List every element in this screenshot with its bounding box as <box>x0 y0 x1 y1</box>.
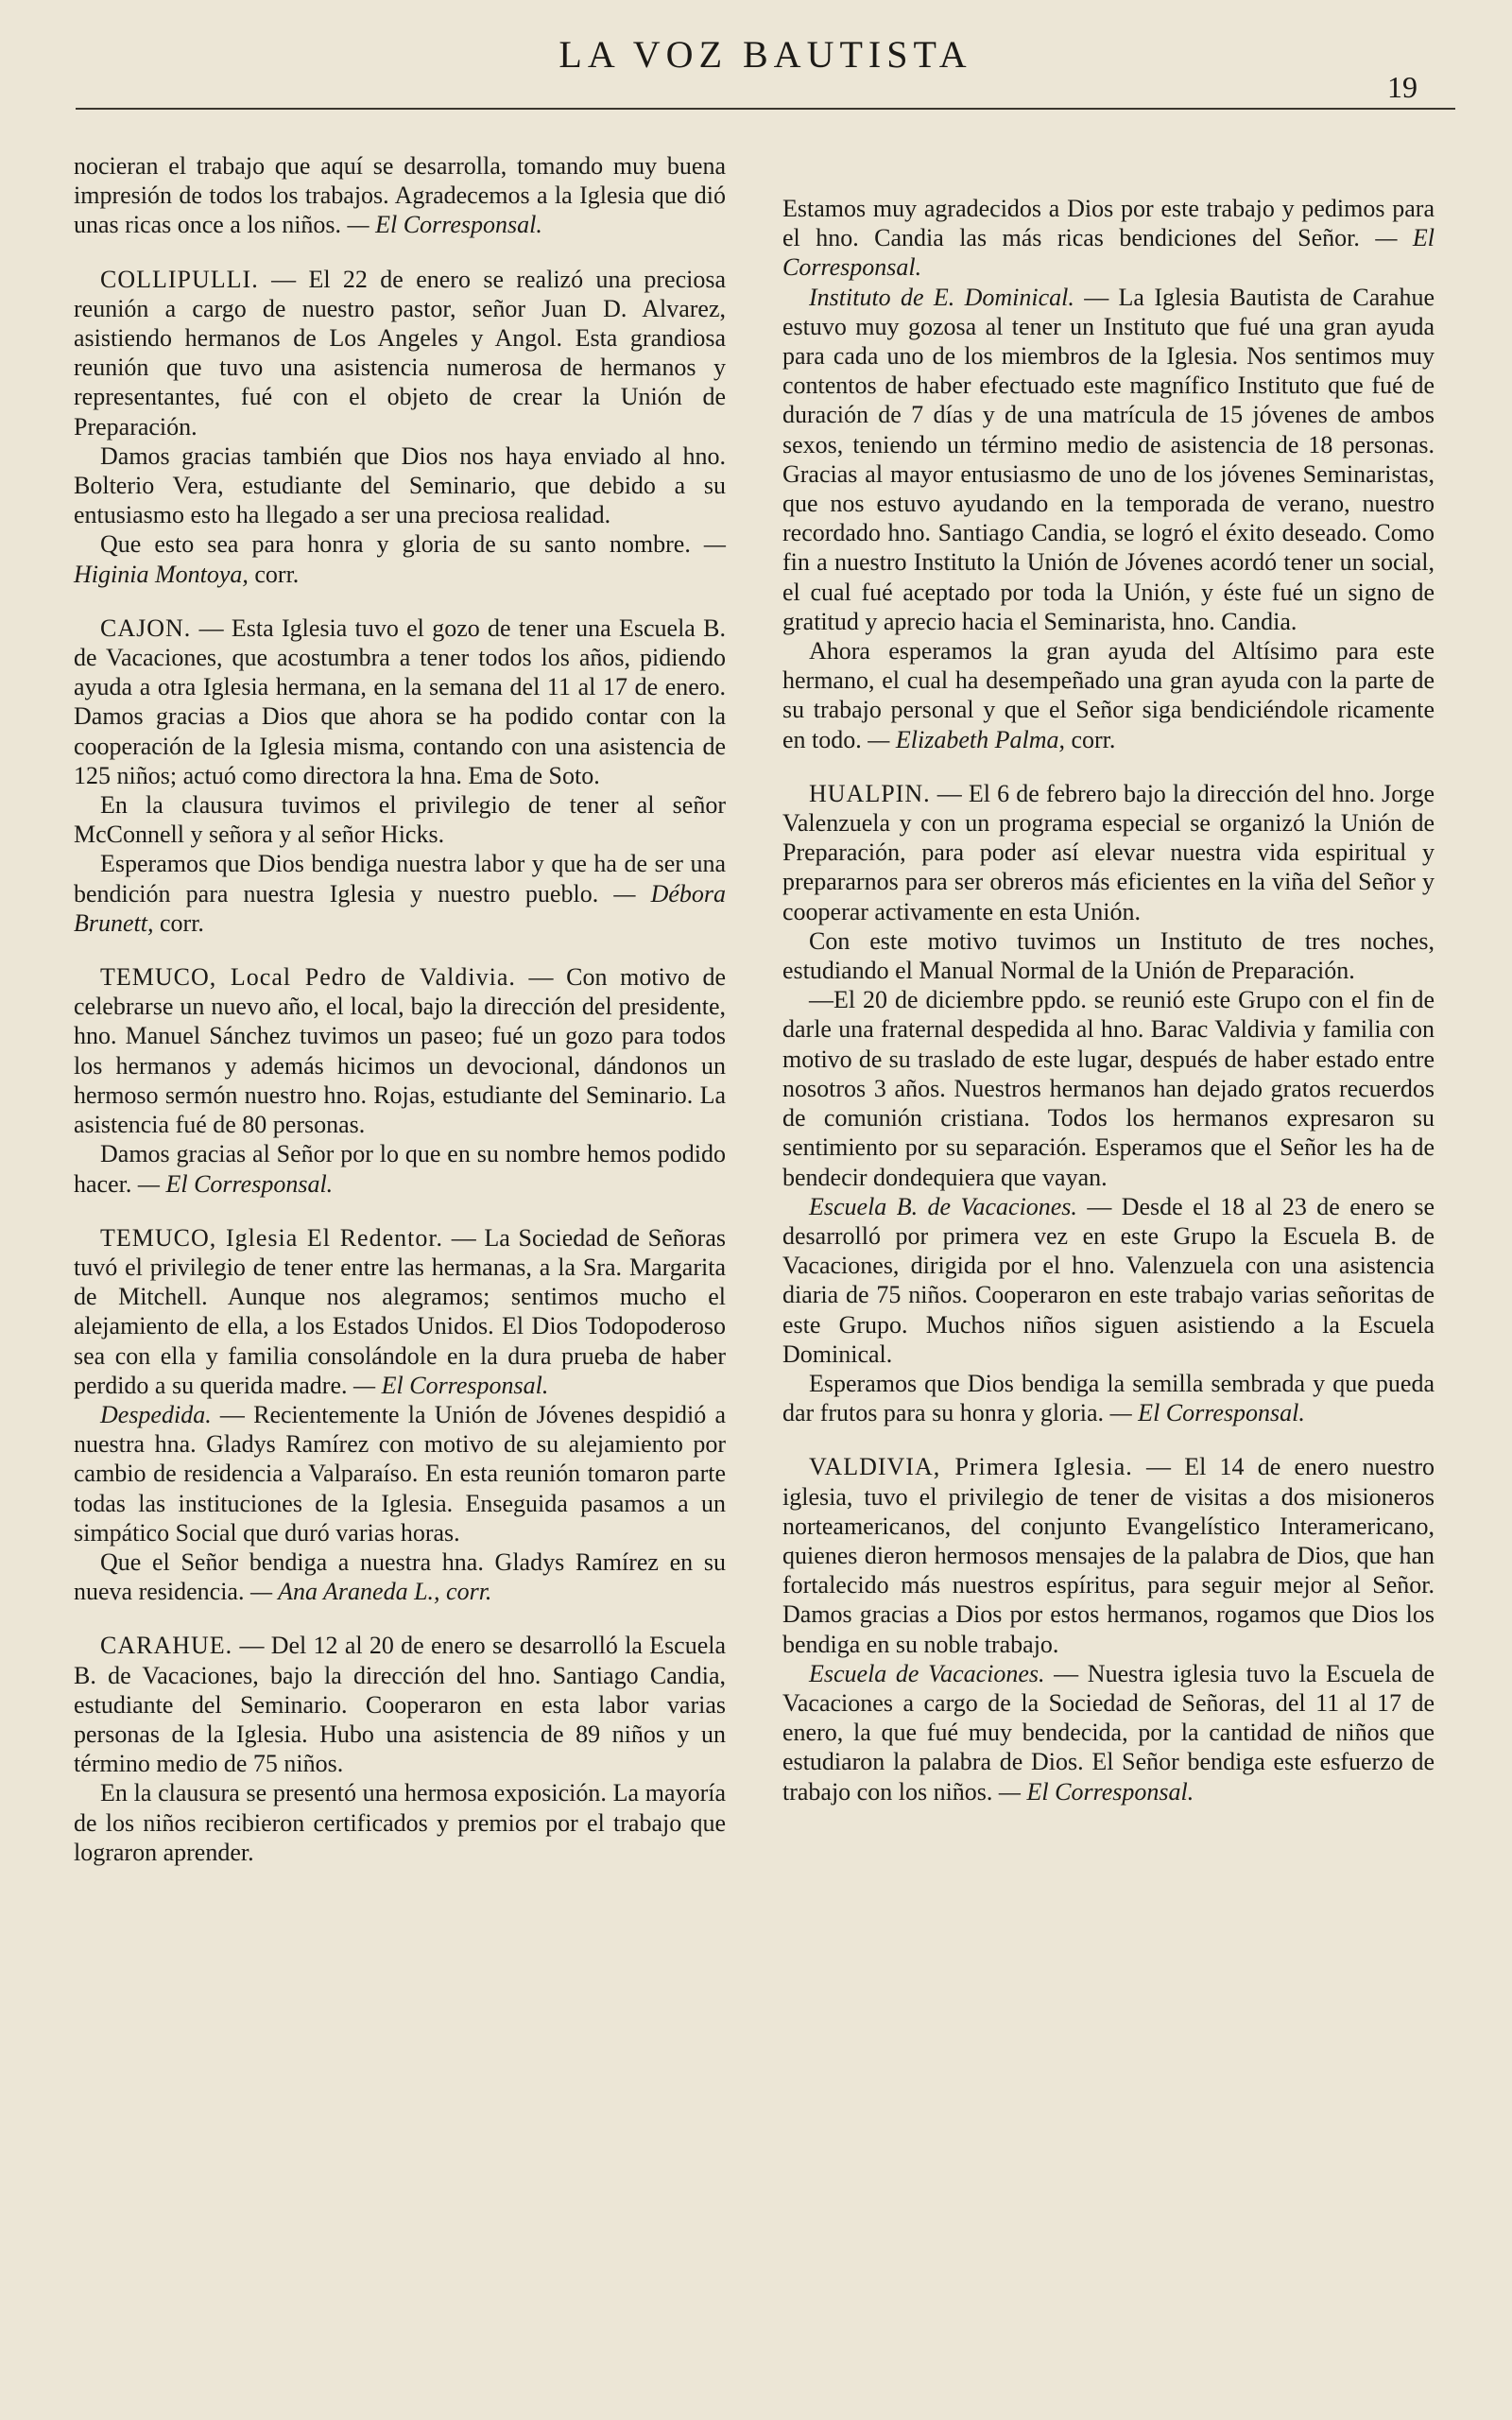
correspondent-signature: — El Corresponsal. <box>353 1371 549 1399</box>
place-heading: TEMUCO, Iglesia El Redentor. <box>100 1223 444 1252</box>
section-subheading: Escuela B. de Vacaciones. <box>809 1192 1077 1220</box>
article-paragraph <box>74 1547 726 1606</box>
page-number: 19 <box>1387 70 1418 104</box>
article-paragraph <box>74 849 726 938</box>
article-paragraph <box>782 1659 1435 1806</box>
article-paragraph <box>782 636 1435 754</box>
paragraph-text: — Nuestra iglesia tuvo la Escuela de Vacaciones a cargo de la Sociedad de Señoras, del 11 al 17 de enero, la que fué muy bendecida, por la cantidad de niños que estudiaron la palabra de Dios. El Señor bendiga este esfuerzo de trabajo con los niños. <box>782 1659 1435 1806</box>
section-subheading: Instituto de E. Dominical. <box>809 283 1074 311</box>
masthead <box>76 17 1455 112</box>
section-subheading: Despedida. <box>100 1400 212 1428</box>
paragraph-text: — La Sociedad de Señoras tuvó el privilegio de tener entre las hermanas, a la Sra. Margarita de Mitchell. Aunque nos alegramos; sentimos mucho el alejamiento de ella, a los Estados Unidos. El Dios Todopoderoso sea con ella y familia consolándole en la dura prueba de haber perdido a su querida madre. <box>74 1223 726 1399</box>
article-paragraph <box>74 790 726 849</box>
correspondent-signature: — Elizabeth Palma, <box>868 725 1065 753</box>
article-paragraph <box>74 1778 726 1867</box>
news-item <box>782 1452 1435 1806</box>
article-paragraph <box>782 283 1435 636</box>
paragraph-text: — Esta Iglesia tuvo el gozo de tener una Escuela B. de Vacaciones, que acostumbra a tener todos los años, pidiendo ayuda a otra Iglesia hermana, en la semana del 11 al 17 de enero. Damos gracias a Dios que ahora se ha podido contar con la cooperación de la Iglesia misma, contando con una asistencia de 125 niños; actuó como directora la hna. Ema de Soto. <box>74 614 726 789</box>
place-heading: VALDIVIA, Primera Iglesia. <box>809 1453 1133 1481</box>
article-paragraph <box>74 962 726 1139</box>
paragraph-text: — Desde el 18 al 23 de enero se desarrolló por primera vez en este Grupo la Escuela B. de Vacaciones, dirigida por el hno. Valenzuela con una asistencia diaria de 75 niños. Cooperaron en este trabajo varias señoritas de este Grupo. Muchos niños siguen asistiendo a la Escuela Dominical. <box>782 1192 1435 1368</box>
article-paragraph <box>74 529 726 588</box>
right-column <box>782 194 1435 1831</box>
correspondent-signature: — El Corresponsal. <box>347 211 542 239</box>
paragraph-text: — Recientemente la Unión de Jóvenes despidió a nuestra hna. Gladys Ramírez con motivo de su alejamiento por cambio de residencia a Valparaíso. En esta reunión tomaron parte todas las instituciones de la Iglesia. Enseguida pasamos a un simpático Social que duró varias horas. <box>74 1400 727 1547</box>
header-rule <box>76 108 1455 110</box>
article-paragraph <box>74 1400 726 1547</box>
correspondent-signature: — Débora Brunett, <box>74 879 727 937</box>
paragraph-text: Que el Señor bendiga a nuestra hna. Gladys Ramírez en su nueva residencia. <box>74 1547 726 1606</box>
paragraph-text: Esperamos que Dios bendiga nuestra labor y que ha de ser una bendición para nuestra Iglesia y nuestro pueblo. <box>74 850 726 908</box>
article-paragraph <box>74 614 726 790</box>
paragraph-text: — Del 12 al 20 de enero se desarrolló la Escuela B. de Vacaciones, bajo la dirección del hno. Santiago Candia, estudiante del Seminario. Cooperaron en esta labor varias personas de la Iglesia. Hubo una asistencia de 89 niños y un término medio de 75 niños. <box>74 1632 727 1778</box>
news-item <box>74 1223 726 1607</box>
news-item <box>74 1631 726 1867</box>
place-heading: TEMUCO, Local Pedro de Valdivia. <box>100 963 516 992</box>
paragraph-text: — El 14 de enero nuestro iglesia, tuvo el privilegio de tener de visitas a dos misioneros norteamericanos, del conjunto Evangelístico Interamericano, quienes dieron hermosos mensajes de la palabra de Dios, que han fortalecido más nuestros espíritus, para seguir mejor al Señor. Damos gracias a Dios por estos hermanos, rogamos que Dios los bendiga en su noble trabajo. <box>782 1453 1435 1658</box>
article-paragraph <box>782 1192 1435 1369</box>
news-item <box>782 194 1435 754</box>
paragraph-text: — El 6 de febrero bajo la dirección del hno. Jorge Valenzuela y con un programa especial se organizó la Unión de Preparación, para poder así elevar nuestra vida espiritual y prepararnos para ser obreros más eficientes en la viña del Señor y cooperar activamente en esta Unión. <box>782 779 1435 925</box>
paragraph-text: Que esto sea para honra y gloria de su santo nombre. <box>100 530 691 559</box>
signature-suffix: corr. <box>1071 725 1116 753</box>
article-paragraph <box>782 985 1435 1191</box>
paragraph-text: Ahora esperamos la gran ayuda del Altísimo para este hermano, el cual ha desempeñado una gran ayuda con la parte de su trabajo personal y que el Señor siga bendiciéndole ricamente en todo. <box>782 637 1435 753</box>
paragraph-text: Estamos muy agradecidos a Dios por este trabajo y pedimos para el hno. Candia las más ricas bendiciones del Señor. <box>782 195 1435 252</box>
paragraph-text: — El 22 de enero se realizó una preciosa reunión a cargo de nuestro pastor, señor Juan D. Alvarez, asistiendo hermanos de Los Angeles y Angol. Esta grandiosa reunión que tuvo una asistencia numerosa de hermanos y representantes, fué con el objeto de crear la Unión de Preparación. <box>74 265 726 441</box>
news-item <box>74 265 726 589</box>
paragraph-text: — Con motivo de celebrarse un nuevo año, el local, bajo la dirección del presidente, hno. Manuel Sánchez tuvimos un paseo; fué un gozo para todos los hermanos y además hicimos un devocional, dándonos un hermoso sermón nuestro hno. Rojas, estudiante del Seminario. La asistencia fué de 80 personas. <box>74 963 726 1139</box>
news-item <box>74 614 726 938</box>
news-item <box>74 962 726 1199</box>
paragraph-text: — La Iglesia Bautista de Carahue estuvo muy gozosa al tener un Instituto que fué una gran ayuda para cada uno de los miembros de la Iglesia. Nos sentimos muy contentos de haber efectuado este magnífico Instituto que fué de duración de 7 días y de una matrícula de 15 jóvenes de ambos sexos, teniendo un término medio de asistencia de 18 personas. Gracias al mayor entusiasmo de uno de los jóvenes Seminaristas, que nos estuvo ayudando en la temporada de verano, nuestro recordado hno. Santiago Candia, se logró el éxito deseado. Como fin a nuestro Instituto la Unión de Jóvenes acordó tener un social, el cual fué aceptado por toda la Unión, y éste fué un signo de gratitud y aprecio hacia el Seminarista, hno. Candia. <box>782 283 1435 635</box>
left-column <box>74 151 726 1892</box>
correspondent-signature: — El Corresponsal. <box>137 1169 334 1198</box>
paragraph-text: Damos gracias al Señor por lo que en su nombre hemos podido hacer. <box>74 1140 726 1198</box>
article-paragraph <box>74 441 726 530</box>
article-paragraph <box>782 1369 1435 1427</box>
article-paragraph <box>782 194 1435 283</box>
article-paragraph <box>74 1631 726 1778</box>
paragraph-text: —El 20 de diciembre ppdo. se reunió este Grupo con el fin de darle una fraternal despedida al hno. Barac Valdivia y familia con motivo de su traslado de este lugar, después de haber estado entre nosotros 3 años. Nuestros hermanos han dejado gratos recuerdos de comunión cristiana. Todos los hermanos expresaron su sentimiento por su separación. Esperamos que el Señor les ha de bendecir dondequiera que vayan. <box>782 986 1435 1191</box>
place-heading: COLLIPULLI. <box>100 265 259 293</box>
news-item <box>74 151 726 240</box>
correspondent-signature: — El Corresponsal. <box>1109 1399 1305 1427</box>
paragraph-text: nocieran el trabajo que aquí se desarrolla, tomando muy buena impresión de todos los trabajos. Agradecemos a la Iglesia que dió unas ricas once a los niños. <box>74 152 726 239</box>
article-paragraph <box>74 1139 726 1198</box>
signature-suffix: corr. <box>254 560 300 588</box>
paragraph-text: Esperamos que Dios bendiga la semilla sembrada y que pueda dar frutos para su honra y gloria. <box>782 1369 1435 1427</box>
article-paragraph <box>782 1452 1435 1658</box>
article-paragraph <box>74 1223 726 1400</box>
paragraph-text: Damos gracias también que Dios nos haya enviado al hno. Bolterio Vera, estudiante del Seminario, que debido a su entusiasmo esto ha llegado a ser una preciosa realidad. <box>74 441 726 529</box>
place-heading: CAJON. <box>100 614 192 642</box>
place-heading: CARAHUE. <box>100 1632 233 1660</box>
paragraph-text: Con este motivo tuvimos un Instituto de tres noches, estudiando el Manual Normal de la Unión de Preparación. <box>782 926 1435 985</box>
article-paragraph <box>782 779 1435 926</box>
article-paragraph <box>74 151 726 240</box>
section-subheading: Escuela de Vacaciones. <box>809 1659 1045 1687</box>
news-item <box>782 779 1435 1427</box>
place-heading: HUALPIN. <box>809 779 931 807</box>
article-paragraph <box>782 926 1435 985</box>
paragraph-text: En la clausura tuvimos el privilegio de tener al señor McConnell y señora y al señor Hicks. <box>74 791 726 849</box>
correspondent-signature: — El Corresponsal. <box>998 1777 1194 1806</box>
paragraph-text: En la clausura se presentó una hermosa exposición. La mayoría de los niños recibieron certificados y premios por el trabajo que lograron aprender. <box>74 1779 726 1866</box>
correspondent-signature: — El Corresponsal. <box>782 224 1435 282</box>
signature-suffix: corr. <box>160 908 204 937</box>
publication-title: LA VOZ BAUTISTA <box>558 33 972 76</box>
article-paragraph <box>74 265 726 441</box>
correspondent-signature: — Higinia Montoya, <box>74 530 726 588</box>
correspondent-signature: — Ana Araneda L., corr. <box>249 1578 492 1606</box>
